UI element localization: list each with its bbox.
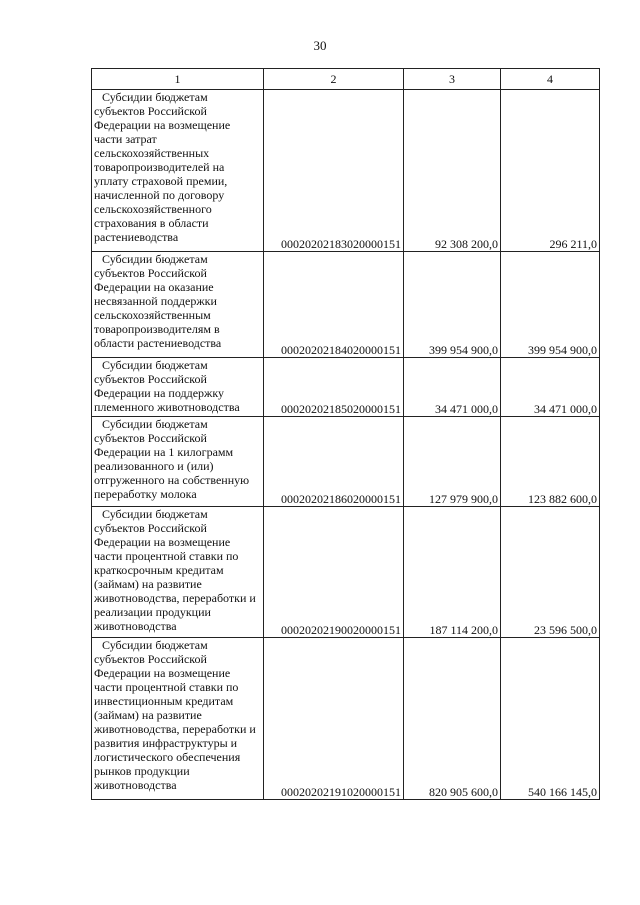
row-code: 00020202185020000151: [264, 358, 404, 417]
row-amount-1: 187 114 200,0: [404, 507, 501, 638]
table-row: [92, 252, 600, 358]
row-name: Субсидии бюджетам субъектов Российской Федерации на возмещение части процентной ставки по краткосрочным кредитам (займам) на развитие животноводства, переработки и реализации продукции животноводства: [92, 507, 264, 638]
row-amount-1: 399 954 900,0: [404, 252, 501, 358]
row-amount-1: 92 308 200,0: [404, 90, 501, 252]
row-code: 00020202183020000151: [264, 90, 404, 252]
row-amount-1: 34 471 000,0: [404, 358, 501, 417]
budget-table: [91, 68, 600, 800]
row-name: Субсидии бюджетам субъектов Российской Федерации на 1 килограмм реализованного и (или) отгруженного на собственную переработку молока: [92, 417, 264, 507]
column-header-2: 2: [264, 69, 404, 90]
column-header-3: 3: [404, 69, 501, 90]
page-number: 30: [313, 38, 327, 53]
row-code: 00020202184020000151: [264, 252, 404, 358]
header-row: [92, 69, 600, 90]
column-header-4: 4: [501, 69, 600, 90]
row-amount-1: 820 905 600,0: [404, 638, 501, 800]
table-row: [92, 507, 600, 638]
row-amount-2: 296 211,0: [501, 90, 600, 252]
row-amount-2: 540 166 145,0: [501, 638, 600, 800]
table-row: [92, 90, 600, 252]
row-code: 00020202190020000151: [264, 507, 404, 638]
row-amount-2: 123 882 600,0: [501, 417, 600, 507]
table-row: [92, 417, 600, 507]
row-name: Субсидии бюджетам субъектов Российской Федерации на возмещение части затрат сельскохозяйственных товаропроизводителей на уплату страховой премии, начисленной по договору сельскохозяйственного страхования в области растениеводства: [92, 90, 264, 252]
row-name: Субсидии бюджетам субъектов Российской Федерации на оказание несвязанной поддержки сельскохозяйственным товаропроизводителям в области растениеводства: [92, 252, 264, 358]
table-row: [92, 638, 600, 800]
row-code: 00020202186020000151: [264, 417, 404, 507]
row-amount-2: 399 954 900,0: [501, 252, 600, 358]
column-header-1: 1: [92, 69, 264, 90]
row-amount-1: 127 979 900,0: [404, 417, 501, 507]
row-amount-2: 34 471 000,0: [501, 358, 600, 417]
table-row: [92, 358, 600, 417]
row-name: Субсидии бюджетам субъектов Российской Федерации на поддержку племенного животноводства: [92, 358, 264, 417]
row-name: Субсидии бюджетам субъектов Российской Федерации на возмещение части процентной ставки по инвестиционным кредитам (займам) на развитие животноводства, переработки и развития инфраструктуры и логистического обеспечения рынков продукции животноводства: [92, 638, 264, 800]
row-code: 00020202191020000151: [264, 638, 404, 800]
row-amount-2: 23 596 500,0: [501, 507, 600, 638]
